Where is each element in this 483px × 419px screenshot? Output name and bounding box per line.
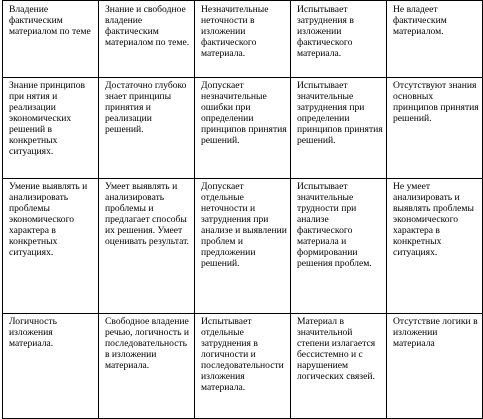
- criterion-cell: Умение выявлять и анализировать проблемы экономического характера в конкретных ситуациях.: [3, 179, 99, 314]
- level-satisfactory-cell: Испытывает затруднения в изложении фактического материала.: [291, 1, 387, 78]
- level-excellent-cell: Свободное владение речью, логичность и последовательность в изложении материала.: [99, 314, 195, 419]
- criterion-cell: Владение фактическим материалом по теме: [3, 1, 99, 78]
- level-good-cell: Испытывает отдельные затруднения в логичности и последовательности изложения материала.: [195, 314, 291, 419]
- level-good-cell: Допускает отдельные неточности и затруднения при анализе и выявлении проблем и предложении решений.: [195, 179, 291, 314]
- level-unsatisfactory-cell: Отсутствие логики в изложении материала: [387, 314, 483, 419]
- level-good-cell: Допускает незначительные ошибки при определении принципов принятия решений.: [195, 78, 291, 179]
- table-row: [3, 314, 483, 419]
- assessment-criteria-table: [2, 0, 483, 419]
- level-good-cell: Незначительные неточности в изложении фактического материала.: [195, 1, 291, 78]
- level-satisfactory-cell: Материал в значительной степени излагается бессистемно и с нарушением логических связей.: [291, 314, 387, 419]
- table-row: [3, 78, 483, 179]
- level-unsatisfactory-cell: Не владеет фактическим материалом.: [387, 1, 483, 78]
- level-unsatisfactory-cell: Не умеет анализировать и выявлять проблемы экономического характера в конкретных ситуациях.: [387, 179, 483, 314]
- level-excellent-cell: Достаточно глубоко знает принципы принятия и реализации решений.: [99, 78, 195, 179]
- level-excellent-cell: Умеет выявлять и анализировать проблемы и предлагает способы их решения. Умеет оценивать результат.: [99, 179, 195, 314]
- level-excellent-cell: Знание и свободное владение фактическим материалом по теме.: [99, 1, 195, 78]
- level-satisfactory-cell: Испытывает значительные трудности при анализе фактического материала и формировании решения проблем.: [291, 179, 387, 314]
- table-row: [3, 179, 483, 314]
- table-row: [3, 1, 483, 78]
- level-satisfactory-cell: Испытывает значительные затруднения при определении принципов принятия решений.: [291, 78, 387, 179]
- level-unsatisfactory-cell: Отсутствуют знания основных принципов принятия решений.: [387, 78, 483, 179]
- criterion-cell: Знание принципов при нятия и реализации экономических решений в конкретных ситуациях.: [3, 78, 99, 179]
- criterion-cell: Логичность изложения материала.: [3, 314, 99, 419]
